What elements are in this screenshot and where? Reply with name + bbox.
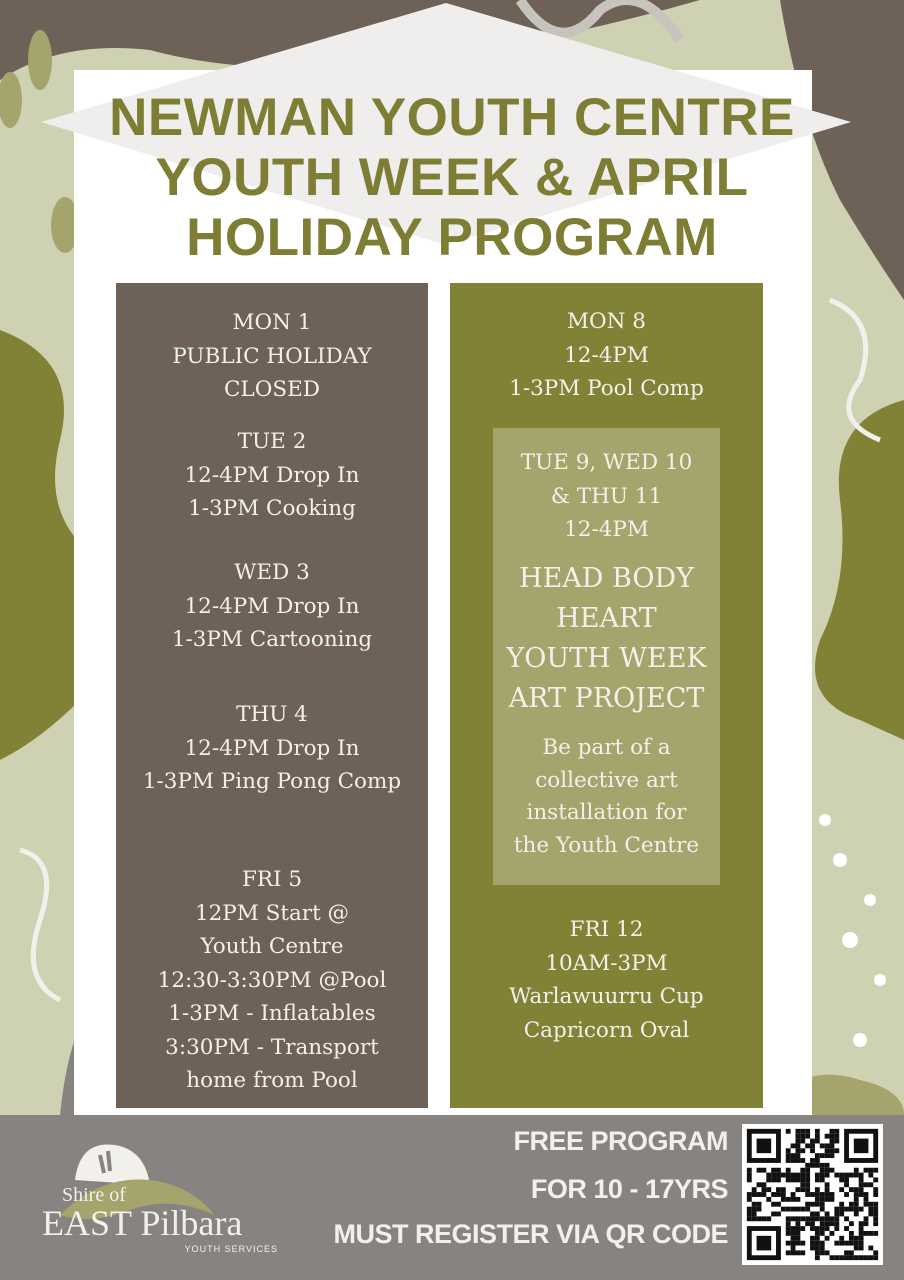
week2-schedule <box>450 283 763 1108</box>
day-wed-3 <box>116 556 428 657</box>
day-label: MON 1 <box>232 310 312 335</box>
logo-small-text: Shire of <box>62 1184 126 1206</box>
event-line: 12-4PM Drop In <box>184 735 360 761</box>
event-line: CLOSED <box>223 377 320 402</box>
title-line: YOUTH WEEK & APRIL <box>155 148 749 207</box>
event-time: 12-4PM <box>564 517 649 542</box>
art-project-feature <box>493 428 720 885</box>
event-line: 12-4PM <box>564 342 649 368</box>
shire-of-east-pilbara-logo <box>40 1135 290 1265</box>
event-line: Warlawuurru Cup <box>509 984 704 1009</box>
event-line: 10AM-3PM <box>545 950 668 976</box>
title-line: NEWMAN YOUTH CENTRE <box>109 88 795 147</box>
day-label: WED 3 <box>234 560 310 585</box>
day-label: MON 8 <box>567 309 646 334</box>
event-line: 12-4PM Drop In <box>184 462 360 488</box>
day-tue-2 <box>116 425 428 526</box>
event-line: 1-3PM Cooking <box>188 496 356 521</box>
week1-schedule <box>116 283 428 1108</box>
page-title <box>0 88 904 268</box>
event-line: 12PM Start @ <box>194 900 350 926</box>
event-line: 12-4PM Drop In <box>184 593 360 619</box>
event-line: Youth Centre <box>200 934 344 959</box>
description-line: Be part of a <box>542 735 671 760</box>
event-line: 1-3PM Pool Comp <box>509 376 704 401</box>
feature-days <box>493 446 720 547</box>
description-line: the Youth Centre <box>513 832 700 858</box>
event-line: 1-3PM - Inflatables <box>168 1001 376 1026</box>
footer-age-range: FOR 10 - 17YRS <box>530 1174 728 1204</box>
logo-sub-text: YOUTH SERVICES <box>184 1244 278 1254</box>
heading-line: HEART <box>556 603 657 634</box>
day-mon-1 <box>116 306 428 407</box>
description-line: installation for <box>526 800 687 825</box>
heading-line: HEAD BODY <box>519 563 694 594</box>
event-line: 3:30PM - Transport <box>165 1034 379 1060</box>
event-line: 1-3PM Ping Pong Comp <box>142 769 402 794</box>
event-line: 12:30-3:30PM @Pool <box>157 967 387 993</box>
heading-line: ART PROJECT <box>508 683 705 714</box>
day-fri-5 <box>116 863 428 1098</box>
day-label: TUE 2 <box>237 429 307 454</box>
description-line: collective art <box>535 767 678 793</box>
registration-qr-code[interactable] <box>742 1124 883 1265</box>
day-mon-8 <box>450 305 763 406</box>
heading-line: YOUTH WEEK <box>506 643 707 674</box>
title-line: HOLIDAY PROGRAM <box>186 208 718 267</box>
day-label: FRI 5 <box>241 867 303 892</box>
day-label: & THU 11 <box>550 483 663 509</box>
day-label: TUE 9, WED 10 <box>520 450 693 475</box>
event-line: 1-3PM Cartooning <box>171 627 373 652</box>
feature-description <box>493 732 720 862</box>
day-thu-4 <box>116 698 428 799</box>
footer-register-note: MUST REGISTER VIA QR CODE <box>333 1219 728 1249</box>
feature-heading <box>493 559 720 719</box>
footer-free-program: FREE PROGRAM <box>513 1126 728 1156</box>
logo-big-text: EAST Pilbara <box>42 1203 243 1243</box>
event-line: Capricorn Oval <box>523 1017 690 1043</box>
day-label: THU 4 <box>236 702 308 727</box>
event-line: home from Pool <box>186 1068 358 1093</box>
day-fri-12 <box>450 913 763 1047</box>
event-line: PUBLIC HOLIDAY <box>172 343 372 369</box>
day-label: FRI 12 <box>569 917 644 942</box>
